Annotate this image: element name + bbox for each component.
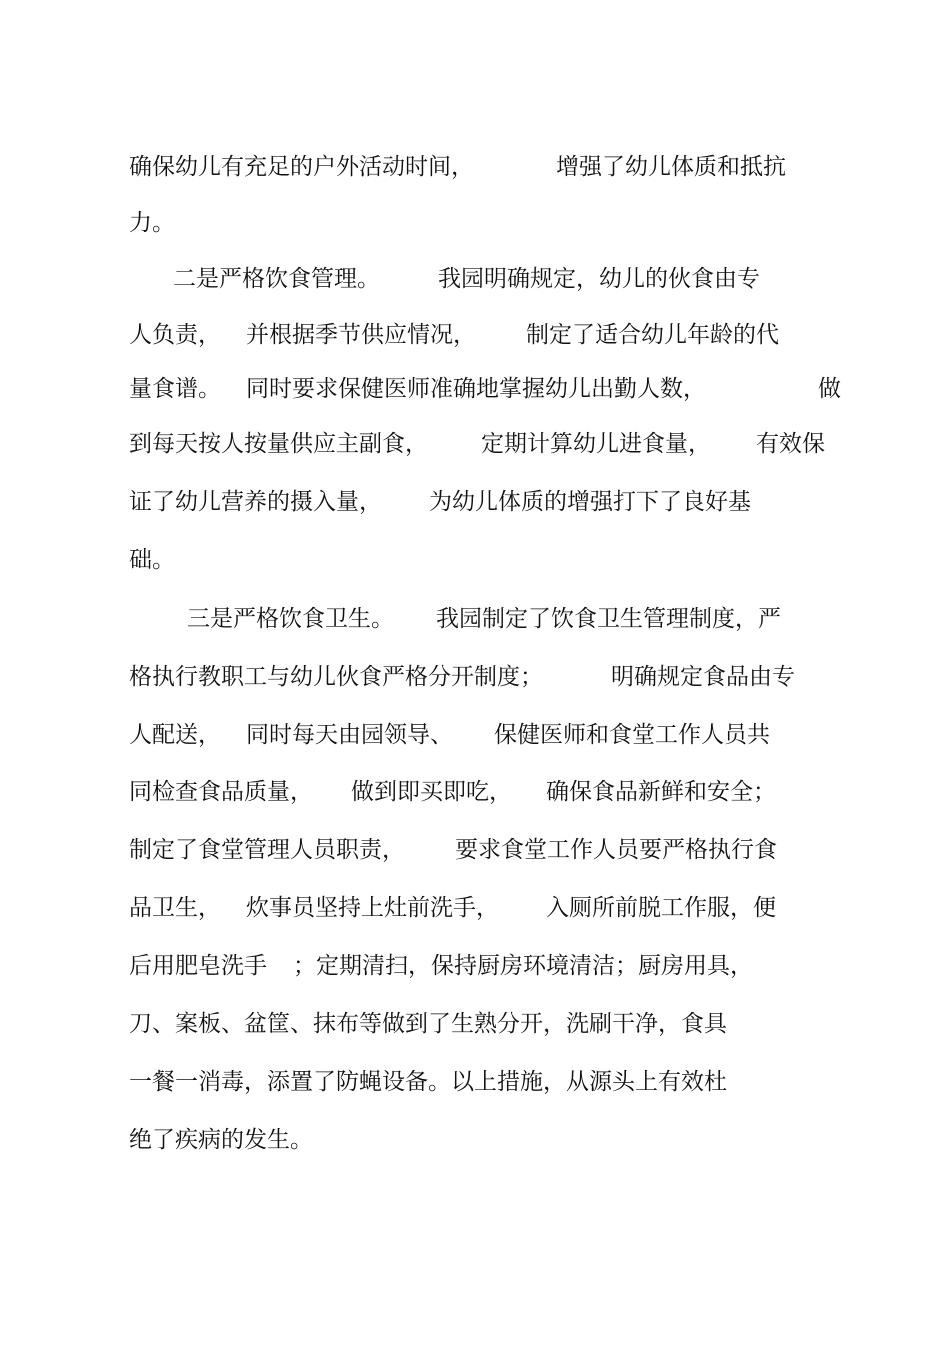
text-segment: 有效保 (756, 431, 825, 457)
text-line (0, 320, 950, 350)
text-segment: ；定期清扫，保持厨房环境清洁；厨房用具， (293, 953, 753, 979)
text-segment: 制定了适合幼儿年龄的代 (526, 322, 779, 348)
text-line (0, 1125, 950, 1155)
text-segment: 增强了幼儿体质和抵抗 (556, 154, 786, 180)
text-segment: 品卫生， (129, 895, 221, 921)
text-line (0, 662, 950, 692)
text-segment: 定期计算幼儿进食量， (481, 431, 711, 457)
text-line (0, 720, 950, 750)
text-segment: 三是严格饮食卫生。 (187, 606, 394, 632)
text-segment: 格执行教职工与幼儿伙食严格分开制度； (129, 664, 543, 690)
text-segment: 同检查食品质量， (129, 779, 313, 805)
text-line (0, 429, 950, 459)
text-segment: 证了幼儿营养的摄入量， (129, 489, 382, 515)
text-segment: 刀、案板、盆筐、抹布等做到了生熟分开，洗刷干净，食具 (129, 1011, 727, 1037)
text-segment: 力。 (129, 210, 175, 236)
text-segment: 入厕所前脱工作服，便 (546, 895, 776, 921)
text-line (0, 208, 950, 238)
text-segment: 我园明确规定，幼儿的伙食由专 (438, 266, 760, 292)
text-line (0, 777, 950, 807)
text-segment: 绝了疾病的发生。 (129, 1127, 313, 1153)
text-segment: 做到即买即吃， (351, 779, 512, 805)
text-segment: 确保食品新鲜和安全； (546, 779, 776, 805)
text-line (0, 152, 950, 182)
text-segment: 为幼儿体质的增强打下了良好基 (429, 489, 751, 515)
text-segment: 做 (818, 376, 841, 402)
text-segment: 同时要求保健医师准确地掌握幼儿出勤人数， (246, 376, 706, 402)
text-segment: 要求食堂工作人员要严格执行食 (455, 837, 777, 863)
text-line (0, 264, 950, 294)
text-line (0, 835, 950, 865)
text-segment: 二是严格饮食管理。 (173, 266, 380, 292)
text-segment: 人配送， (129, 722, 221, 748)
text-segment: 保健医师和食堂工作人员共 (494, 722, 770, 748)
text-line (0, 893, 950, 923)
text-segment: 明确规定食品由专 (611, 664, 795, 690)
text-line (0, 1009, 950, 1039)
text-segment: 一餐一消毒，添置了防蝇设备。以上措施，从源头上有效杜 (129, 1069, 727, 1095)
text-segment: 量食谱。 (129, 376, 221, 402)
text-segment: 确保幼儿有充足的户外活动时间， (129, 154, 474, 180)
text-segment: 础。 (129, 547, 175, 573)
text-segment: 我园制定了饮食卫生管理制度，严 (436, 606, 781, 632)
text-segment: 并根据季节供应情况， (246, 322, 476, 348)
text-line (0, 374, 950, 404)
text-segment: 人负责， (129, 322, 221, 348)
text-segment: 到每天按人按量供应主副食， (129, 431, 428, 457)
text-line (0, 951, 950, 981)
text-segment: 同时每天由园领导、 (246, 722, 453, 748)
text-segment: 制定了食堂管理人员职责， (129, 837, 405, 863)
text-line (0, 545, 950, 575)
text-segment: 后用肥皂洗手 (129, 953, 267, 979)
text-line (0, 487, 950, 517)
text-line (0, 1067, 950, 1097)
text-segment: 炊事员坚持上灶前洗手， (246, 895, 499, 921)
text-line (0, 604, 950, 634)
